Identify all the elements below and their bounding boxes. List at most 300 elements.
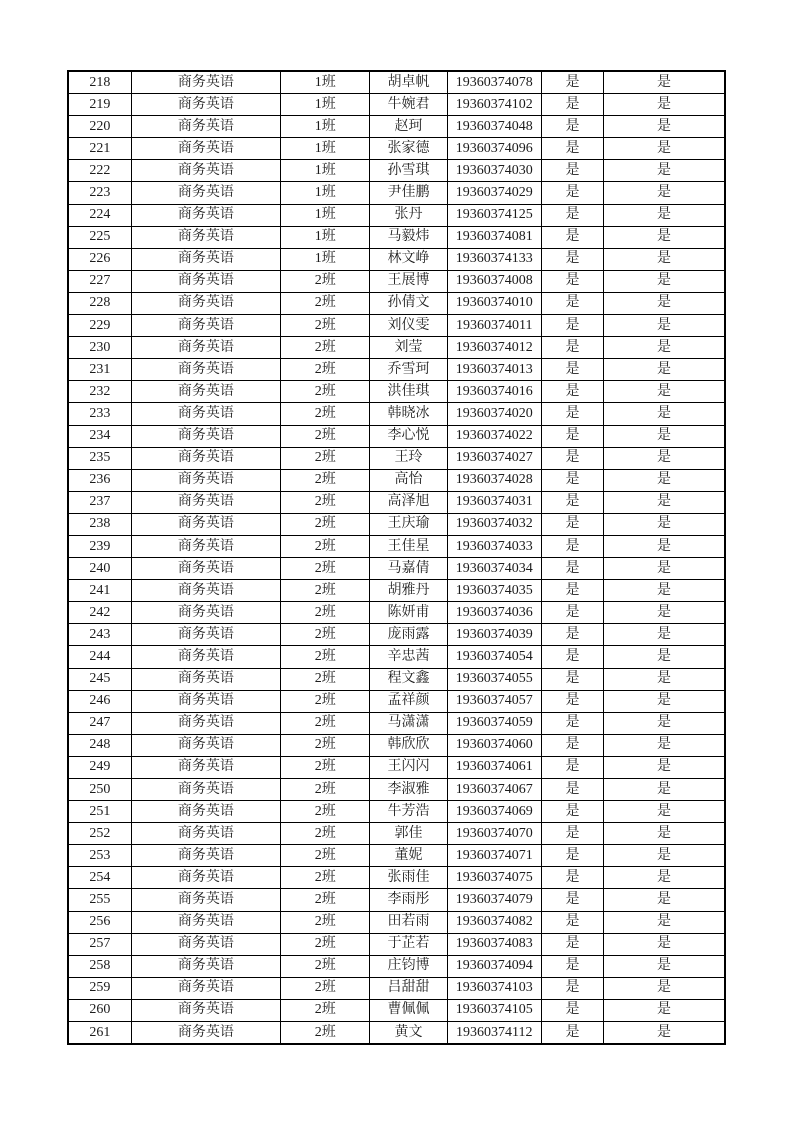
row-number-cell: 231 — [68, 359, 131, 381]
flag-2-cell: 是 — [604, 646, 725, 668]
row-number-cell: 258 — [68, 955, 131, 977]
row-number-cell: 253 — [68, 845, 131, 867]
student-id-cell: 19360374060 — [447, 734, 541, 756]
major-cell: 商务英语 — [131, 270, 280, 292]
major-cell: 商务英语 — [131, 558, 280, 580]
table-row — [68, 160, 725, 182]
student-name-cell: 王闪闪 — [370, 756, 447, 778]
student-id-cell: 19360374048 — [447, 116, 541, 138]
class-name-cell: 2班 — [281, 315, 370, 337]
row-number-cell: 218 — [68, 71, 131, 94]
flag-1-cell: 是 — [541, 94, 603, 116]
student-id-cell: 19360374035 — [447, 580, 541, 602]
row-number-cell: 254 — [68, 867, 131, 889]
student-id-cell: 19360374067 — [447, 779, 541, 801]
student-id-cell: 19360374112 — [447, 1022, 541, 1045]
student-id-cell: 19360374071 — [447, 845, 541, 867]
flag-1-cell: 是 — [541, 911, 603, 933]
student-name-cell: 庄钧博 — [370, 955, 447, 977]
student-id-cell: 19360374013 — [447, 359, 541, 381]
student-name-cell: 张雨佳 — [370, 867, 447, 889]
major-cell: 商务英语 — [131, 491, 280, 513]
flag-1-cell: 是 — [541, 315, 603, 337]
row-number-cell: 225 — [68, 226, 131, 248]
flag-2-cell: 是 — [604, 182, 725, 204]
row-number-cell: 237 — [68, 491, 131, 513]
student-id-cell: 19360374069 — [447, 801, 541, 823]
student-id-cell: 19360374030 — [447, 160, 541, 182]
table-row — [68, 182, 725, 204]
flag-2-cell: 是 — [604, 270, 725, 292]
table-row — [68, 911, 725, 933]
flag-2-cell: 是 — [604, 447, 725, 469]
flag-1-cell: 是 — [541, 580, 603, 602]
major-cell: 商务英语 — [131, 138, 280, 160]
flag-1-cell: 是 — [541, 425, 603, 447]
row-number-cell: 245 — [68, 668, 131, 690]
flag-2-cell: 是 — [604, 779, 725, 801]
class-name-cell: 1班 — [281, 182, 370, 204]
major-cell: 商务英语 — [131, 447, 280, 469]
student-id-cell: 19360374033 — [447, 535, 541, 557]
class-name-cell: 2班 — [281, 337, 370, 359]
flag-1-cell: 是 — [541, 602, 603, 624]
flag-2-cell: 是 — [604, 977, 725, 999]
row-number-cell: 219 — [68, 94, 131, 116]
flag-2-cell: 是 — [604, 845, 725, 867]
student-id-cell: 19360374081 — [447, 226, 541, 248]
table-row — [68, 248, 725, 270]
student-name-cell: 赵珂 — [370, 116, 447, 138]
student-id-cell: 19360374016 — [447, 381, 541, 403]
table-row — [68, 933, 725, 955]
major-cell: 商务英语 — [131, 933, 280, 955]
major-cell: 商务英语 — [131, 889, 280, 911]
row-number-cell: 259 — [68, 977, 131, 999]
class-name-cell: 2班 — [281, 712, 370, 734]
student-id-cell: 19360374022 — [447, 425, 541, 447]
class-name-cell: 2班 — [281, 911, 370, 933]
student-name-cell: 庞雨露 — [370, 624, 447, 646]
class-name-cell: 2班 — [281, 955, 370, 977]
row-number-cell: 223 — [68, 182, 131, 204]
flag-1-cell: 是 — [541, 204, 603, 226]
student-id-cell: 19360374103 — [447, 977, 541, 999]
student-id-cell: 19360374133 — [447, 248, 541, 270]
student-name-cell: 王佳星 — [370, 535, 447, 557]
major-cell: 商务英语 — [131, 668, 280, 690]
major-cell: 商务英语 — [131, 315, 280, 337]
major-cell: 商务英语 — [131, 734, 280, 756]
student-name-cell: 辛忠茜 — [370, 646, 447, 668]
row-number-cell: 227 — [68, 270, 131, 292]
class-name-cell: 2班 — [281, 359, 370, 381]
student-name-cell: 王庆瑜 — [370, 513, 447, 535]
row-number-cell: 260 — [68, 999, 131, 1021]
flag-2-cell: 是 — [604, 337, 725, 359]
flag-1-cell: 是 — [541, 160, 603, 182]
table-row — [68, 94, 725, 116]
student-id-cell: 19360374032 — [447, 513, 541, 535]
flag-2-cell: 是 — [604, 823, 725, 845]
major-cell: 商务英语 — [131, 1022, 280, 1045]
student-name-cell: 曹佩佩 — [370, 999, 447, 1021]
student-id-cell: 19360374055 — [447, 668, 541, 690]
class-name-cell: 2班 — [281, 447, 370, 469]
flag-1-cell: 是 — [541, 690, 603, 712]
major-cell: 商务英语 — [131, 756, 280, 778]
student-id-cell: 19360374036 — [447, 602, 541, 624]
flag-2-cell: 是 — [604, 94, 725, 116]
class-name-cell: 2班 — [281, 845, 370, 867]
flag-1-cell: 是 — [541, 646, 603, 668]
major-cell: 商务英语 — [131, 204, 280, 226]
flag-1-cell: 是 — [541, 558, 603, 580]
table-row — [68, 138, 725, 160]
student-id-cell: 19360374079 — [447, 889, 541, 911]
flag-1-cell: 是 — [541, 801, 603, 823]
row-number-cell: 241 — [68, 580, 131, 602]
class-name-cell: 2班 — [281, 535, 370, 557]
student-roster-table — [67, 70, 726, 1045]
student-name-cell: 高泽旭 — [370, 491, 447, 513]
table-row — [68, 734, 725, 756]
major-cell: 商务英语 — [131, 226, 280, 248]
student-name-cell: 田若雨 — [370, 911, 447, 933]
row-number-cell: 250 — [68, 779, 131, 801]
student-name-cell: 董妮 — [370, 845, 447, 867]
student-id-cell: 19360374082 — [447, 911, 541, 933]
table-row — [68, 977, 725, 999]
row-number-cell: 238 — [68, 513, 131, 535]
class-name-cell: 2班 — [281, 425, 370, 447]
flag-2-cell: 是 — [604, 160, 725, 182]
flag-1-cell: 是 — [541, 381, 603, 403]
major-cell: 商务英语 — [131, 381, 280, 403]
table-row — [68, 823, 725, 845]
row-number-cell: 249 — [68, 756, 131, 778]
student-name-cell: 高怡 — [370, 469, 447, 491]
table-row — [68, 999, 725, 1021]
major-cell: 商务英语 — [131, 337, 280, 359]
student-id-cell: 19360374096 — [447, 138, 541, 160]
row-number-cell: 233 — [68, 403, 131, 425]
flag-2-cell: 是 — [604, 71, 725, 94]
class-name-cell: 1班 — [281, 204, 370, 226]
flag-1-cell: 是 — [541, 469, 603, 491]
flag-2-cell: 是 — [604, 381, 725, 403]
class-name-cell: 1班 — [281, 160, 370, 182]
flag-2-cell: 是 — [604, 602, 725, 624]
class-name-cell: 2班 — [281, 668, 370, 690]
row-number-cell: 261 — [68, 1022, 131, 1045]
major-cell: 商务英语 — [131, 977, 280, 999]
row-number-cell: 247 — [68, 712, 131, 734]
flag-1-cell: 是 — [541, 867, 603, 889]
class-name-cell: 2班 — [281, 513, 370, 535]
major-cell: 商务英语 — [131, 580, 280, 602]
student-name-cell: 乔雪珂 — [370, 359, 447, 381]
flag-2-cell: 是 — [604, 999, 725, 1021]
flag-1-cell: 是 — [541, 734, 603, 756]
flag-2-cell: 是 — [604, 315, 725, 337]
class-name-cell: 2班 — [281, 270, 370, 292]
student-name-cell: 张家德 — [370, 138, 447, 160]
class-name-cell: 2班 — [281, 734, 370, 756]
table-row — [68, 204, 725, 226]
flag-2-cell: 是 — [604, 801, 725, 823]
flag-2-cell: 是 — [604, 248, 725, 270]
flag-1-cell: 是 — [541, 447, 603, 469]
class-name-cell: 2班 — [281, 403, 370, 425]
major-cell: 商务英语 — [131, 292, 280, 314]
row-number-cell: 242 — [68, 602, 131, 624]
row-number-cell: 255 — [68, 889, 131, 911]
row-number-cell: 222 — [68, 160, 131, 182]
row-number-cell: 234 — [68, 425, 131, 447]
flag-2-cell: 是 — [604, 690, 725, 712]
row-number-cell: 236 — [68, 469, 131, 491]
major-cell: 商务英语 — [131, 160, 280, 182]
table-row — [68, 425, 725, 447]
student-name-cell: 刘仪雯 — [370, 315, 447, 337]
class-name-cell: 1班 — [281, 71, 370, 94]
student-id-cell: 19360374102 — [447, 94, 541, 116]
student-name-cell: 李心悦 — [370, 425, 447, 447]
flag-1-cell: 是 — [541, 889, 603, 911]
student-name-cell: 程文鑫 — [370, 668, 447, 690]
flag-1-cell: 是 — [541, 1022, 603, 1045]
row-number-cell: 240 — [68, 558, 131, 580]
flag-2-cell: 是 — [604, 867, 725, 889]
class-name-cell: 2班 — [281, 292, 370, 314]
class-name-cell: 2班 — [281, 690, 370, 712]
table-row — [68, 801, 725, 823]
flag-1-cell: 是 — [541, 270, 603, 292]
flag-1-cell: 是 — [541, 712, 603, 734]
table-row — [68, 558, 725, 580]
flag-1-cell: 是 — [541, 823, 603, 845]
row-number-cell: 257 — [68, 933, 131, 955]
class-name-cell: 2班 — [281, 999, 370, 1021]
class-name-cell: 1班 — [281, 116, 370, 138]
class-name-cell: 2班 — [281, 381, 370, 403]
student-id-cell: 19360374083 — [447, 933, 541, 955]
student-id-cell: 19360374027 — [447, 447, 541, 469]
student-id-cell: 19360374078 — [447, 71, 541, 94]
flag-1-cell: 是 — [541, 845, 603, 867]
table-row — [68, 602, 725, 624]
class-name-cell: 2班 — [281, 580, 370, 602]
table-row — [68, 270, 725, 292]
student-name-cell: 胡卓帆 — [370, 71, 447, 94]
student-name-cell: 李淑雅 — [370, 779, 447, 801]
flag-1-cell: 是 — [541, 292, 603, 314]
flag-1-cell: 是 — [541, 359, 603, 381]
student-name-cell: 孙雪琪 — [370, 160, 447, 182]
major-cell: 商务英语 — [131, 182, 280, 204]
student-id-cell: 19360374008 — [447, 270, 541, 292]
class-name-cell: 2班 — [281, 756, 370, 778]
flag-2-cell: 是 — [604, 668, 725, 690]
major-cell: 商务英语 — [131, 801, 280, 823]
major-cell: 商务英语 — [131, 712, 280, 734]
row-number-cell: 239 — [68, 535, 131, 557]
class-name-cell: 2班 — [281, 624, 370, 646]
flag-2-cell: 是 — [604, 712, 725, 734]
student-name-cell: 黄文 — [370, 1022, 447, 1045]
row-number-cell: 256 — [68, 911, 131, 933]
table-row — [68, 226, 725, 248]
flag-2-cell: 是 — [604, 558, 725, 580]
row-number-cell: 229 — [68, 315, 131, 337]
table-row — [68, 646, 725, 668]
major-cell: 商务英语 — [131, 403, 280, 425]
table-row — [68, 447, 725, 469]
major-cell: 商务英语 — [131, 513, 280, 535]
class-name-cell: 2班 — [281, 889, 370, 911]
table-row — [68, 1022, 725, 1045]
flag-2-cell: 是 — [604, 535, 725, 557]
student-name-cell: 马潇潇 — [370, 712, 447, 734]
student-id-cell: 19360374029 — [447, 182, 541, 204]
flag-2-cell: 是 — [604, 403, 725, 425]
table-row — [68, 867, 725, 889]
flag-1-cell: 是 — [541, 116, 603, 138]
flag-2-cell: 是 — [604, 933, 725, 955]
flag-2-cell: 是 — [604, 911, 725, 933]
major-cell: 商务英语 — [131, 690, 280, 712]
class-name-cell: 1班 — [281, 226, 370, 248]
table-row — [68, 580, 725, 602]
flag-2-cell: 是 — [604, 513, 725, 535]
student-name-cell: 胡雅丹 — [370, 580, 447, 602]
table-row — [68, 359, 725, 381]
student-name-cell: 刘莹 — [370, 337, 447, 359]
flag-1-cell: 是 — [541, 138, 603, 160]
flag-1-cell: 是 — [541, 248, 603, 270]
major-cell: 商务英语 — [131, 425, 280, 447]
table-row — [68, 889, 725, 911]
major-cell: 商务英语 — [131, 469, 280, 491]
flag-2-cell: 是 — [604, 1022, 725, 1045]
major-cell: 商务英语 — [131, 624, 280, 646]
major-cell: 商务英语 — [131, 535, 280, 557]
student-name-cell: 郭佳 — [370, 823, 447, 845]
student-id-cell: 19360374010 — [447, 292, 541, 314]
flag-2-cell: 是 — [604, 756, 725, 778]
flag-2-cell: 是 — [604, 226, 725, 248]
student-id-cell: 19360374054 — [447, 646, 541, 668]
flag-1-cell: 是 — [541, 71, 603, 94]
class-name-cell: 2班 — [281, 469, 370, 491]
student-name-cell: 孟祥颜 — [370, 690, 447, 712]
flag-2-cell: 是 — [604, 955, 725, 977]
table-row — [68, 668, 725, 690]
flag-2-cell: 是 — [604, 292, 725, 314]
major-cell: 商务英语 — [131, 911, 280, 933]
student-id-cell: 19360374028 — [447, 469, 541, 491]
flag-1-cell: 是 — [541, 779, 603, 801]
table-row — [68, 712, 725, 734]
student-name-cell: 韩晓冰 — [370, 403, 447, 425]
flag-2-cell: 是 — [604, 624, 725, 646]
student-name-cell: 张丹 — [370, 204, 447, 226]
class-name-cell: 1班 — [281, 138, 370, 160]
table-row — [68, 116, 725, 138]
major-cell: 商务英语 — [131, 116, 280, 138]
row-number-cell: 224 — [68, 204, 131, 226]
student-name-cell: 洪佳琪 — [370, 381, 447, 403]
major-cell: 商务英语 — [131, 248, 280, 270]
student-id-cell: 19360374105 — [447, 999, 541, 1021]
table-row — [68, 315, 725, 337]
row-number-cell: 232 — [68, 381, 131, 403]
flag-2-cell: 是 — [604, 889, 725, 911]
flag-2-cell: 是 — [604, 359, 725, 381]
student-name-cell: 王展博 — [370, 270, 447, 292]
class-name-cell: 2班 — [281, 823, 370, 845]
major-cell: 商务英语 — [131, 94, 280, 116]
student-name-cell: 李雨彤 — [370, 889, 447, 911]
student-id-cell: 19360374059 — [447, 712, 541, 734]
student-name-cell: 吕甜甜 — [370, 977, 447, 999]
row-number-cell: 243 — [68, 624, 131, 646]
student-id-cell: 19360374094 — [447, 955, 541, 977]
flag-1-cell: 是 — [541, 756, 603, 778]
student-name-cell: 林文峥 — [370, 248, 447, 270]
flag-2-cell: 是 — [604, 469, 725, 491]
table-row — [68, 535, 725, 557]
student-name-cell: 牛婉君 — [370, 94, 447, 116]
class-name-cell: 2班 — [281, 867, 370, 889]
class-name-cell: 2班 — [281, 977, 370, 999]
student-name-cell: 陈妍甫 — [370, 602, 447, 624]
major-cell: 商务英语 — [131, 602, 280, 624]
flag-1-cell: 是 — [541, 403, 603, 425]
student-name-cell: 王玲 — [370, 447, 447, 469]
table-row — [68, 955, 725, 977]
major-cell: 商务英语 — [131, 867, 280, 889]
student-id-cell: 19360374034 — [447, 558, 541, 580]
flag-2-cell: 是 — [604, 491, 725, 513]
row-number-cell: 252 — [68, 823, 131, 845]
flag-2-cell: 是 — [604, 580, 725, 602]
major-cell: 商务英语 — [131, 359, 280, 381]
table-row — [68, 71, 725, 94]
class-name-cell: 2班 — [281, 491, 370, 513]
student-name-cell: 韩欣欣 — [370, 734, 447, 756]
class-name-cell: 2班 — [281, 801, 370, 823]
flag-2-cell: 是 — [604, 734, 725, 756]
major-cell: 商务英语 — [131, 955, 280, 977]
flag-2-cell: 是 — [604, 116, 725, 138]
table-row — [68, 403, 725, 425]
student-name-cell: 于芷若 — [370, 933, 447, 955]
row-number-cell: 244 — [68, 646, 131, 668]
row-number-cell: 221 — [68, 138, 131, 160]
class-name-cell: 2班 — [281, 933, 370, 955]
flag-1-cell: 是 — [541, 955, 603, 977]
student-name-cell: 马毅炜 — [370, 226, 447, 248]
table-row — [68, 845, 725, 867]
student-id-cell: 19360374075 — [447, 867, 541, 889]
row-number-cell: 220 — [68, 116, 131, 138]
class-name-cell: 2班 — [281, 646, 370, 668]
major-cell: 商务英语 — [131, 999, 280, 1021]
table-row — [68, 779, 725, 801]
major-cell: 商务英语 — [131, 646, 280, 668]
